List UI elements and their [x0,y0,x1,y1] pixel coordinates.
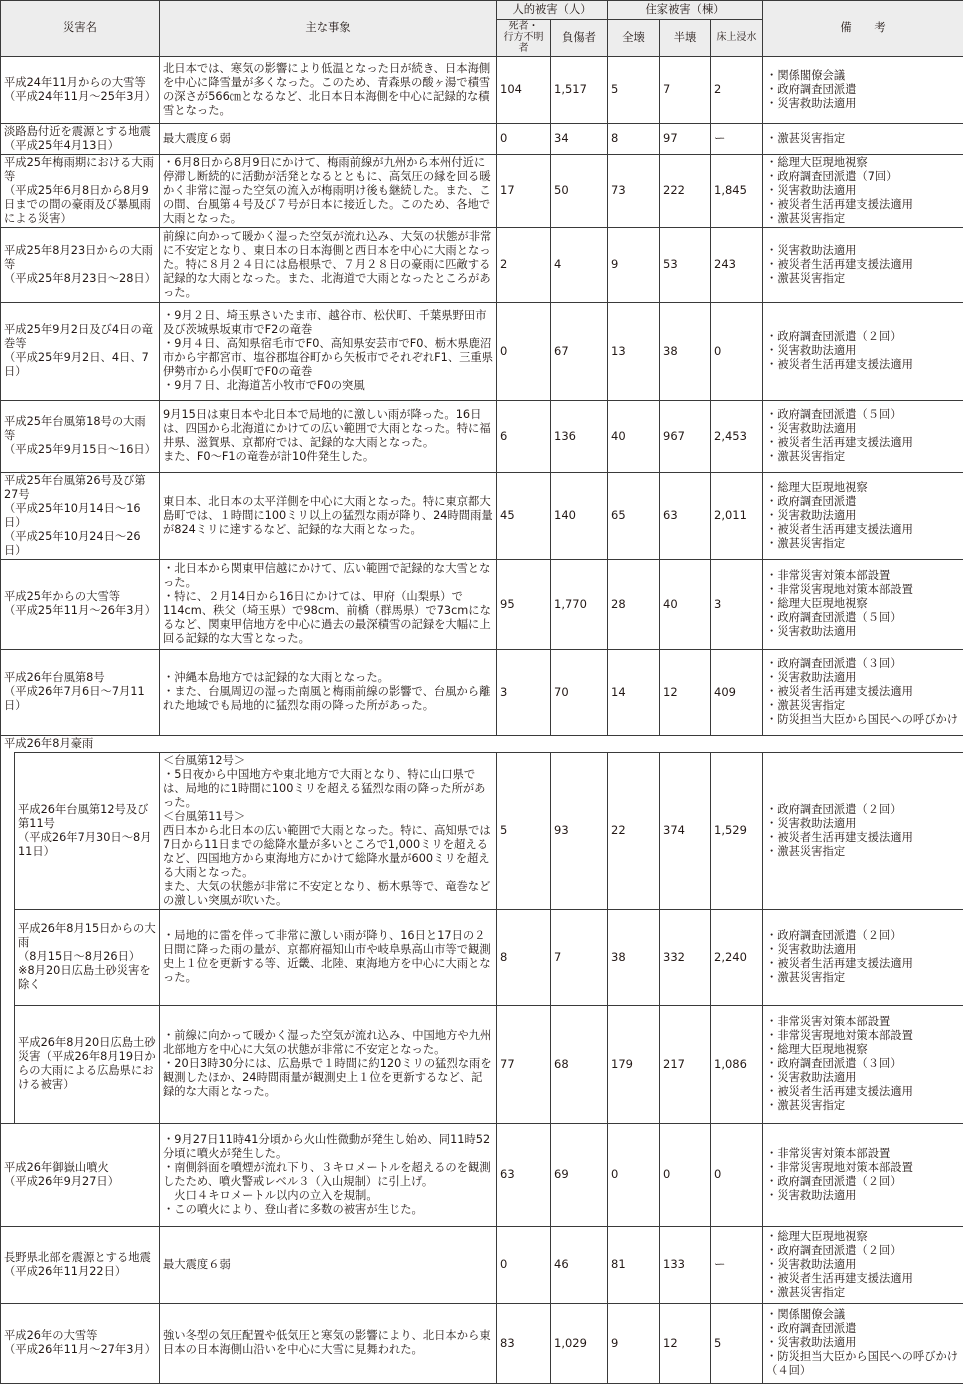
remarks-list: ・非常災害対策本部設置 ・非常災害現地対策本部設置 ・総理大臣現地視察 ・政府調査団派遣（３回） ・災害救助法適用 ・被災者生活再建支援法適用 ・激甚災害指定 [763,1005,963,1123]
disaster-name: 平成26年8月15日からの大雨 （8月15日〜8月26日） ※8月20日広島土砂災害を除く [15,909,160,1005]
cell-dead: 45 [497,472,551,559]
disaster-name: 淡路島付近を震源とする地震 （平成25年4月13日） [1,123,160,154]
cell-injured: 68 [551,1005,608,1123]
table-row [1,559,963,649]
cell-total: 65 [608,472,660,559]
header-human-damage: 人的被害（人） [497,1,608,20]
event-summary: 9月15日は東日本や北日本で局地的に激しい雨が降った。16日は、四国から北海道にかけての広い範囲で大雨となった。特に福井県、滋賀県、京都府では、記録的な大雨となった。 また、F0〜F1の竜巻が計10件発生した。 [160,400,497,472]
cell-injured: 50 [551,154,608,227]
disaster-name: 平成26年台風第12号及び第11号 （平成26年7月30日〜8月11日） [15,752,160,909]
cell-flood: ー [711,123,763,154]
cell-flood: 2,011 [711,472,763,559]
cell-flood: 5 [711,1303,763,1383]
cell-half: 967 [660,400,711,472]
disaster-name: 平成24年11月からの大雪等 （平成24年11月〜25年3月） [1,56,160,123]
disaster-name: 平成25年台風第18号の大雨等 （平成25年9月15日〜16日） [1,400,160,472]
remarks-list: ・関係閣僚会議 ・政府調査団派遣 ・災害救助法適用 ・防災担当大臣から国民への呼びかけ（４回） [763,1303,963,1383]
cell-half: 63 [660,472,711,559]
cell-flood: 0 [711,1123,763,1226]
group-title: 平成26年8月豪雨 [1,735,963,752]
disaster-name: 平成26年の大雪等 （平成26年11月〜27年3月） [1,1303,160,1383]
cell-total: 5 [608,56,660,123]
remarks-list: ・政府調査団派遣（２回） ・災害救助法適用 ・被災者生活再建支援法適用 ・激甚災害指定 [763,909,963,1005]
cell-total: 0 [608,1123,660,1226]
cell-total: 81 [608,1226,660,1303]
remarks-list: ・総理大臣現地視察 ・政府調査団派遣（２回） ・災害救助法適用 ・被災者生活再建支援法適用 ・激甚災害指定 [763,1226,963,1303]
cell-flood: 1,845 [711,154,763,227]
cell-total: 28 [608,559,660,649]
event-summary: 最大震度６弱 [160,123,497,154]
group-indent [1,1005,15,1123]
disaster-name: 平成26年御嶽山噴火 （平成26年9月27日） [1,1123,160,1226]
remarks-list: ・非常災害対策本部設置 ・非常災害現地対策本部設置 ・総理大臣現地視察 ・政府調査団派遣（５回） ・災害救助法適用 [763,559,963,649]
cell-half: 217 [660,1005,711,1123]
cell-injured: 69 [551,1123,608,1226]
table-row [1,1303,963,1383]
table-row [1,909,963,1005]
cell-half: 332 [660,909,711,1005]
remarks-list: ・政府調査団派遣（５回） ・災害救助法適用 ・被災者生活再建支援法適用 ・激甚災害指定 [763,400,963,472]
event-summary: ・前線に向かって暖かく湿った空気が流れ込み、中国地方や九州北部地方を中心に大気の状態が非常に不安定となった。 ・20日3時30分には、広島県で１時間に約120ミリの猛烈な雨を観測したほか、24時間雨量が観測史上１位を更新するなど、記録的な大雨となった。 [160,1005,497,1123]
cell-flood: 3 [711,559,763,649]
event-summary: ・9月27日11時41分頃から火山性微動が発生し始め、同11時52分頃に噴火が発生した。 ・南側斜面を噴煙が流れ下り、３キロメートルを超えるのを観測したため、噴火警戒レベル３（入山規制）に引上げ。 火口４キロメートル以内の立入を規制。 ・この噴火により、登山者に多数の被害が生じた。 [160,1123,497,1226]
header-total-collapse: 全壊 [608,20,660,57]
cell-flood: 2,240 [711,909,763,1005]
cell-total: 14 [608,649,660,735]
header-above-floor-flooding: 床上浸水 [711,20,763,57]
cell-dead: 17 [497,154,551,227]
event-summary: ・6月8日から8月9日にかけて、梅雨前線が九州から本州付近に停滞し断続的に活動が活発となるとともに、高気圧の縁を回る暖かく非常に湿った空気の流入が梅雨明け後も継続した。また、この間、台風第４号及び７号が日本に接近した。このため、各地で大雨となった。 [160,154,497,227]
remarks-list: ・総理大臣現地視察 ・政府調査団派遣（7回） ・災害救助法適用 ・被災者生活再建支援法適用 ・激甚災害指定 [763,154,963,227]
cell-total: 8 [608,123,660,154]
cell-half: 0 [660,1123,711,1226]
group-header-row [1,735,963,752]
cell-injured: 140 [551,472,608,559]
cell-dead: 104 [497,56,551,123]
cell-dead: 2 [497,227,551,302]
cell-dead: 0 [497,1226,551,1303]
table-row [1,1005,963,1123]
cell-total: 9 [608,227,660,302]
disaster-name: 平成25年8月23日からの大雨等 （平成25年8月23日〜28日） [1,227,160,302]
cell-injured: 1,770 [551,559,608,649]
cell-injured: 46 [551,1226,608,1303]
remarks-list: ・政府調査団派遣（２回） ・災害救助法適用 ・被災者生活再建支援法適用 ・激甚災害指定 [763,752,963,909]
cell-flood: 409 [711,649,763,735]
remarks-list: ・政府調査団派遣（２回） ・災害救助法適用 ・被災者生活再建支援法適用 [763,302,963,400]
cell-injured: 136 [551,400,608,472]
header-dead-missing: 死者・ 行方不明者 [497,20,551,57]
disaster-name: 平成25年台風第26号及び第27号 （平成25年10月14日〜16日） （平成25年10月24日〜26日） [1,472,160,559]
table-row [1,56,963,123]
table-row [1,472,963,559]
cell-dead: 0 [497,302,551,400]
event-summary: ・沖縄本島地方では記録的な大雨となった。 ・また、台風周辺の湿った南風と梅雨前線の影響で、台風から離れた地域でも局地的に猛烈な雨の降った所があった。 [160,649,497,735]
cell-half: 97 [660,123,711,154]
cell-half: 53 [660,227,711,302]
table-row [1,649,963,735]
disaster-name: 長野県北部を震源とする地震 （平成26年11月22日） [1,1226,160,1303]
disaster-name: 平成26年8月20日広島土砂災害（平成26年8月19日からの大雨による広島県における被害） [15,1005,160,1123]
cell-total: 38 [608,909,660,1005]
event-summary: ・局地的に雷を伴って非常に激しい雨が降り、16日と17日の２日間に降った雨の量が、京都府福知山市や岐阜県高山市等で観測史上１位を更新する等、近畿、北陸、東海地方を中心に大雨となった。 [160,909,497,1005]
event-summary: 最大震度６弱 [160,1226,497,1303]
remarks-list: ・災害救助法適用 ・被災者生活再建支援法適用 ・激甚災害指定 [763,227,963,302]
cell-dead: 8 [497,909,551,1005]
table-row [1,227,963,302]
cell-dead: 63 [497,1123,551,1226]
cell-dead: 83 [497,1303,551,1383]
table-row [1,752,963,909]
cell-flood: 2,453 [711,400,763,472]
cell-flood: 1,086 [711,1005,763,1123]
disaster-name: 平成25年梅雨期における大雨等 （平成25年6月8日から8月9日までの間の豪雨及び暴風雨による災害） [1,154,160,227]
cell-half: 7 [660,56,711,123]
table-body [1,56,963,1383]
event-summary: ＜台風第12号＞ ・5日夜から中国地方や東北地方で大雨となり、特に山口県では、局地的に1時間に100ミリを超える猛烈な雨の降った所があった。 ＜台風第11号＞ 西日本から北日本の広い範囲で大雨となった。特に、高知県では7日から11日までの総降水量が多いところで1,000ミリを超えるなど、四国地方から東海地方にかけて総降水量が600ミリを超える大雨となった。 また、大気の状態が非常に不安定となり、栃木県等で、竜巻などの激しい突風が吹いた。 [160,752,497,909]
remarks-list: ・総理大臣現地視察 ・政府調査団派遣 ・災害救助法適用 ・被災者生活再建支援法適用 ・激甚災害指定 [763,472,963,559]
cell-dead: 3 [497,649,551,735]
header-housing-damage: 住家被害（棟） [608,1,763,20]
remarks-list: ・関係閣僚会議 ・政府調査団派遣 ・災害救助法適用 [763,56,963,123]
cell-injured: 93 [551,752,608,909]
cell-flood: 0 [711,302,763,400]
header-half-collapse: 半壊 [660,20,711,57]
cell-half: 12 [660,1303,711,1383]
cell-flood: 1,529 [711,752,763,909]
remarks-list: ・政府調査団派遣（３回） ・災害救助法適用 ・被災者生活再建支援法適用 ・激甚災害指定 ・防災担当大臣から国民への呼びかけ [763,649,963,735]
cell-injured: 7 [551,909,608,1005]
header-remarks: 備 考 [763,1,963,57]
table-row [1,1123,963,1226]
cell-total: 22 [608,752,660,909]
cell-half: 222 [660,154,711,227]
event-summary: ・9月２日、埼玉県さいたま市、越谷市、松伏町、千葉県野田市及び茨城県坂東市でF2の竜巻 ・9月４日、高知県宿毛市でF0、高知県安芸市でF0、栃木県鹿沼市から宇都宮市、塩谷郡塩谷町から矢板市でそれぞれF1、三重県伊勢市から小俣町でF0の竜巻 ・9月７日、北海道苫小牧市でF0の突風 [160,302,497,400]
cell-total: 9 [608,1303,660,1383]
cell-dead: 0 [497,123,551,154]
cell-injured: 4 [551,227,608,302]
event-summary: ・北日本から関東甲信越にかけて、広い範囲で記録的な大雪となった。 ・特に、２月14日から16日にかけては、甲府（山梨県）で114cm、秩父（埼玉県）で98cm、前橋（群馬県）で73cmになるなど、関東甲信地方を中心に過去の最深積雪の記録を大幅に上回る記録的な大雪となった。 [160,559,497,649]
table-row [1,154,963,227]
cell-half: 133 [660,1226,711,1303]
table-row [1,1226,963,1303]
cell-injured: 1,029 [551,1303,608,1383]
event-summary: 前線に向かって暖かく湿った空気が流れ込み、大気の状態が非常に不安定となり、東日本の日本海側と西日本を中心に大雨となった。特に８月２４日には島根県で、７月２８日の豪雨に匹敵する記録的な大雨となった。また、北海道で大雨となったところがあった。 [160,227,497,302]
cell-total: 73 [608,154,660,227]
group-indent [1,752,15,909]
event-summary: 北日本では、寒気の影響により低温となった日が続き、日本海側を中心に降雪量が多くなった。このため、青森県の酸ヶ湯で積雪の深さが566㎝となるなど、北日本日本海側を中心に記録的な積雪となった。 [160,56,497,123]
cell-dead: 5 [497,752,551,909]
remarks-list: ・激甚災害指定 [763,123,963,154]
cell-total: 179 [608,1005,660,1123]
cell-flood: 2 [711,56,763,123]
cell-half: 374 [660,752,711,909]
disaster-name: 平成25年9月2日及び4日の竜巻等 （平成25年9月2日、4日、7日） [1,302,160,400]
cell-total: 40 [608,400,660,472]
cell-injured: 70 [551,649,608,735]
table-row [1,400,963,472]
remarks-list: ・非常災害対策本部設置 ・非常災害現地対策本部設置 ・政府調査団派遣（２回） ・災害救助法適用 [763,1123,963,1226]
cell-dead: 6 [497,400,551,472]
cell-dead: 77 [497,1005,551,1123]
group-indent [1,909,15,1005]
cell-flood: ー [711,1226,763,1303]
disaster-name: 平成25年からの大雪等 （平成25年11月〜26年3月） [1,559,160,649]
event-summary: 東日本、北日本の太平洋側を中心に大雨となった。特に東京都大島町では、１時間に100ミリ以上の猛烈な雨が降り、24時間雨量が824ミリに達するなど、記録的な大雨となった。 [160,472,497,559]
cell-dead: 95 [497,559,551,649]
header-injured: 負傷者 [551,20,608,57]
cell-half: 40 [660,559,711,649]
table-row [1,302,963,400]
cell-injured: 34 [551,123,608,154]
cell-half: 12 [660,649,711,735]
cell-half: 38 [660,302,711,400]
cell-total: 13 [608,302,660,400]
event-summary: 強い冬型の気圧配置や低気圧と寒気の影響により、北日本から東日本の日本海側山沿いを中心に大雪に見舞われた。 [160,1303,497,1383]
header-disaster-name: 災害名 [1,1,160,57]
disaster-name: 平成26年台風第8号 （平成26年7月6日〜7月11日） [1,649,160,735]
cell-injured: 1,517 [551,56,608,123]
table-row [1,123,963,154]
cell-flood: 243 [711,227,763,302]
header-main-events: 主な事象 [160,1,497,57]
cell-injured: 67 [551,302,608,400]
